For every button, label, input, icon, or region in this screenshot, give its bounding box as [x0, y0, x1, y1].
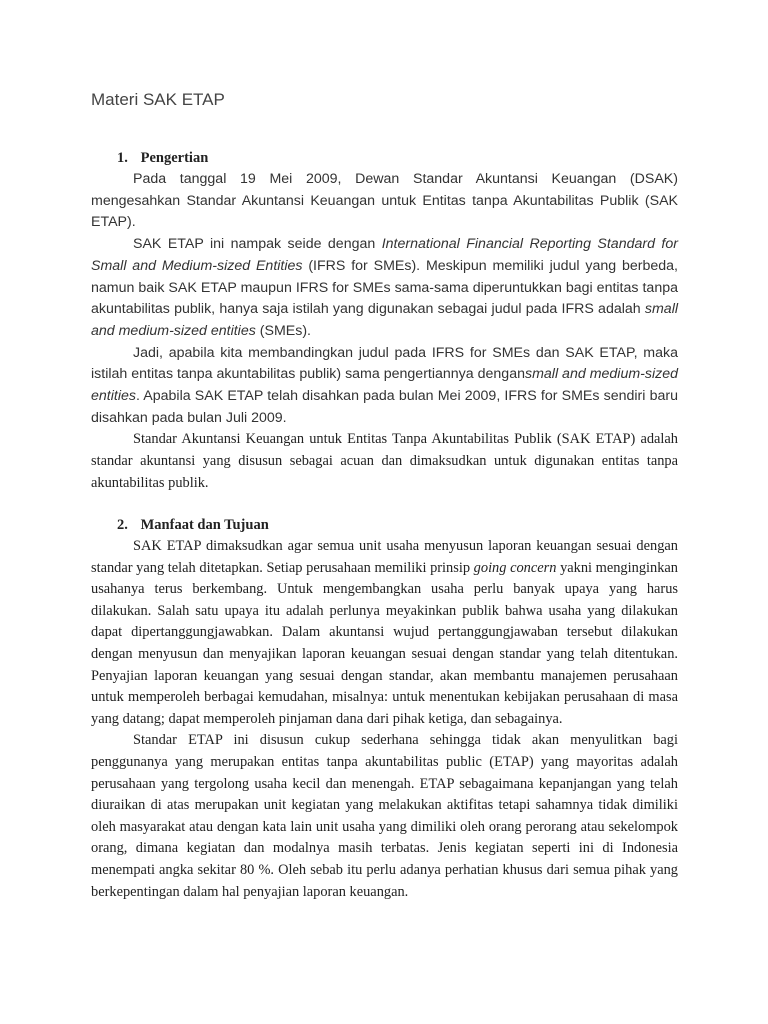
text-segment: SAK ETAP ini nampak seide dengan [133, 236, 382, 253]
section-manfaat-dan-tujuan [91, 517, 678, 903]
section-body [91, 536, 678, 903]
paragraph [91, 730, 678, 903]
section-pengertian [91, 150, 678, 494]
paragraph [91, 536, 678, 730]
text-segment: Standar Akuntansi Keuangan untuk Entitas Tanpa Akuntabilitas Publik (SAK ETAP) adalah standar akuntansi yang disusun sebagai acuan dan dimaksudkan untuk digunakan entitas tanpa akuntabilitas publik. [91, 431, 678, 491]
document-title: Materi SAK ETAP [91, 90, 225, 109]
section-title: Pengertian [140, 150, 209, 166]
paragraph [91, 343, 678, 430]
paragraph [91, 169, 678, 234]
text-segment: . Apabila SAK ETAP telah disahkan pada bulan Mei 2009, IFRS for SMEs sendiri baru disahkan pada bulan Juli 2009. [91, 388, 678, 426]
text-segment: Standar ETAP ini disusun cukup sederhana sehingga tidak akan menyulitkan bagi penggunanya yang merupakan entitas tanpa akuntabilitas public (ETAP) yang mayoritas adalah perusahaan yang tergolong usaha kecil dan menengah. ETAP sebagaimana kepanjangan yang telah diuraikan di atas merupakan unit kegiatan yang melakukan aktifitas tetapi sahamnya tidak dimiliki oleh masyarakat atau dengan kata lain unit usaha yang dimiliki oleh orang perorang atau sekelompok orang, dimana kegiatan dan modalnya masih terbatas. Jenis kegiatan seperti ini di Indonesia menempati angka sekitar 80 %. Oleh sebab itu perlu adanya perhatian khusus dari semua pihak yang berkepentingan dalam hal penyajian laporan keuangan. [91, 732, 678, 900]
text-segment: (IFRS for SMEs). Meskipun memiliki judul yang berbeda, namun baik SAK ETAP maupun IFRS for SMEs sama-sama diperuntukkan bagi entitas tanpa akuntabilitas publik, hanya saja istilah yang digunakan sebagai judul pada IFRS adalah [91, 257, 678, 318]
text-segment: yakni menginginkan usahanya terus berkembang. Untuk mengembangkan usaha perlu banyak upaya yang harus dilakukan. Salah satu upaya itu adalah perlunya meyakinkan publik bahwa usaha yang dilakukan dapat dipertanggungjawabkan. Dalam akuntansi wujud pertanggungjawaban tersebut dilakukan dengan menyusun dan menyajikan laporan keuangan sesuai dengan standar yang telah ditentukan. Penyajian laporan keuangan yang sesuai dengan standar, akan membantu manajemen perusahaan untuk memperoleh berbagai kemudahan, misalnya: untuk menentukan kebijakan perusahaan di masa yang datang; dapat memperoleh pinjaman dana dari pihak ketiga, dan sebagainya. [91, 559, 678, 727]
section-heading [117, 150, 678, 167]
section-title: Manfaat dan Tujuan [140, 517, 269, 533]
paragraph [91, 429, 678, 494]
paragraph [91, 234, 678, 343]
text-segment: (SMEs). [255, 322, 311, 339]
italic-term: going concern [473, 559, 557, 576]
text-segment: Pada tanggal 19 Mei 2009, Dewan Standar Akuntansi Keuangan (DSAK) mengesahkan Standar Akuntansi Keuangan untuk Entitas tanpa Akuntabilitas Publik (SAK ETAP). [91, 171, 678, 231]
text-segment: SAK ETAP dimaksudkan agar semua unit usaha menyusun laporan keuangan sesuai dengan standar yang telah ditetapkan. Setiap perusahaan memiliki prinsip [91, 538, 678, 576]
text-segment: Jadi, apabila kita membandingkan judul pada IFRS for SMEs dan SAK ETAP, maka istilah entitas tanpa akuntabilitas publik) sama pengertiannya dengan [91, 344, 678, 383]
section-body [91, 169, 678, 494]
italic-term: small and medium-sized entities [91, 366, 679, 405]
section-number: 1. [117, 150, 128, 166]
italic-term: small and medium-sized entities [91, 301, 678, 339]
section-number: 2. [117, 517, 128, 533]
italic-term: International Financial Reporting Standard for Small and Medium-sized Entities [91, 236, 678, 274]
section-heading [117, 517, 678, 534]
